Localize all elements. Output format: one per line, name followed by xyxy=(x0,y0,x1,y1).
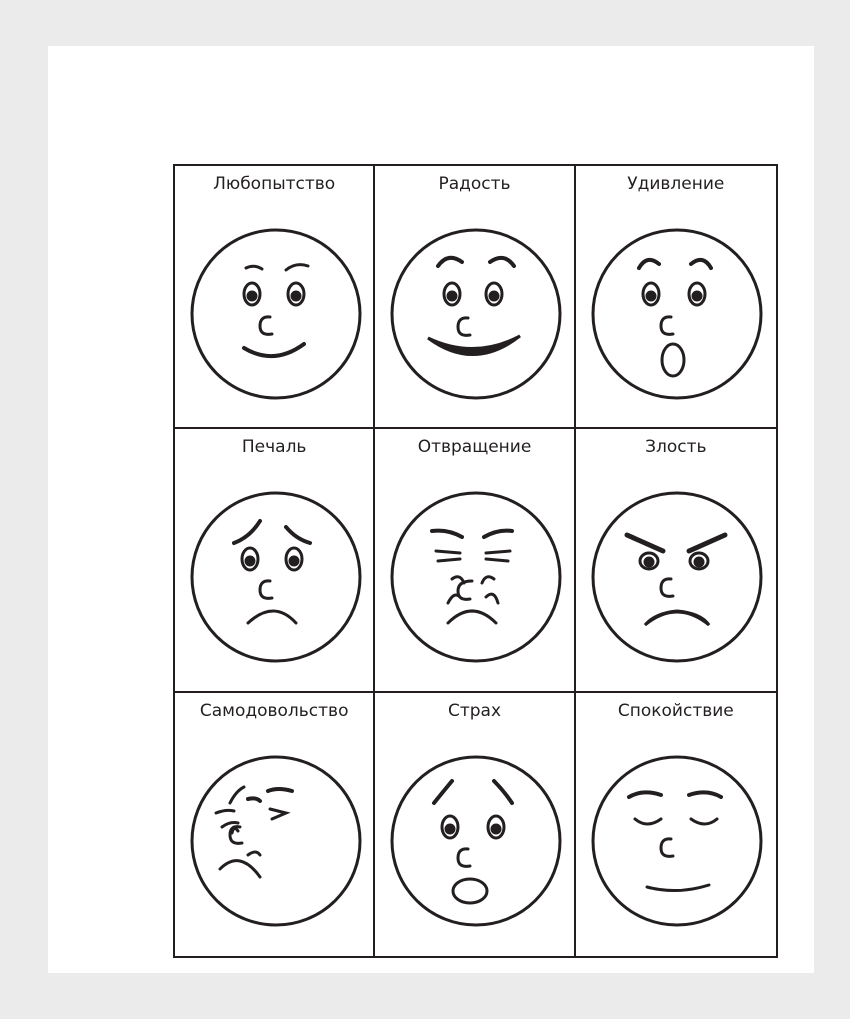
emotion-card-calm xyxy=(576,693,776,956)
fear-face-icon xyxy=(386,751,566,931)
curiosity-face-icon xyxy=(186,224,366,404)
emotion-label: Печаль xyxy=(241,437,307,458)
emotion-label: Страх xyxy=(447,700,502,721)
surprise-face-icon xyxy=(587,224,767,404)
emotion-card-smugness xyxy=(175,693,375,956)
emotion-card-fear xyxy=(375,693,575,956)
emotion-label: Спокойствие xyxy=(617,700,734,721)
sadness-face-icon xyxy=(186,487,366,667)
anger-face-icon xyxy=(587,487,767,667)
disgust-face-icon xyxy=(386,487,566,667)
emotion-card-disgust xyxy=(375,429,575,692)
emotion-label: Отвращение xyxy=(417,437,532,458)
worksheet-page xyxy=(48,46,814,973)
emotion-label: Любопытство xyxy=(213,174,336,194)
emotion-label: Радость xyxy=(438,174,511,194)
emotion-grid xyxy=(173,164,778,958)
smugness-face-icon xyxy=(186,751,366,931)
emotion-label: Злость xyxy=(645,437,707,458)
emotion-card-curiosity xyxy=(175,166,375,429)
emotion-label: Самодовольство xyxy=(199,700,349,721)
emotion-card-sadness xyxy=(175,429,375,692)
emotion-card-anger xyxy=(576,429,776,692)
emotion-card-joy xyxy=(375,166,575,429)
emotion-label: Удивление xyxy=(627,174,725,194)
joy-face-icon xyxy=(386,224,566,404)
calm-face-icon xyxy=(587,751,767,931)
emotion-card-surprise xyxy=(576,166,776,429)
